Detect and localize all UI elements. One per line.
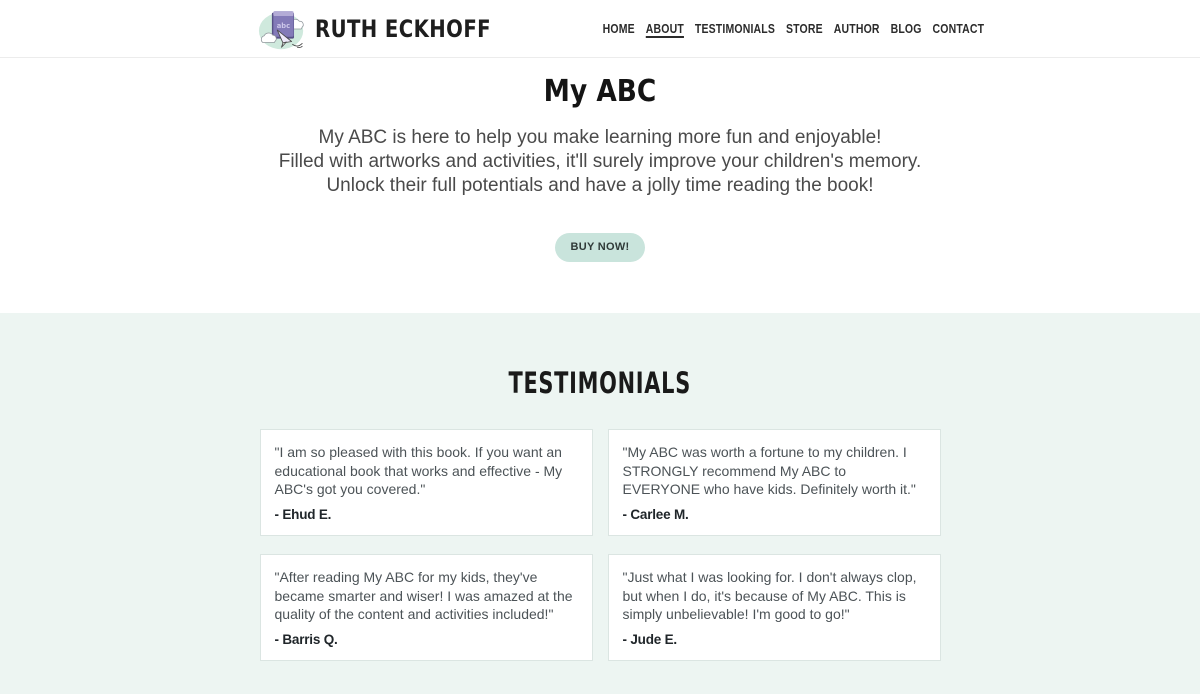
testimonial-quote: "After reading My ABC for my kids, they've became smarter and wiser! I was amazed at the quality of the content and activities included!" bbox=[274, 569, 573, 622]
header-container bbox=[257, 0, 984, 57]
testimonial-card bbox=[608, 429, 941, 536]
testimonial-author: - Jude E. bbox=[622, 631, 677, 647]
testimonial-author: - Barris Q. bbox=[274, 631, 338, 647]
site-header bbox=[0, 0, 1200, 58]
testimonial-card bbox=[608, 554, 941, 661]
testimonial-author: - Ehud E. bbox=[274, 506, 332, 522]
main-nav bbox=[602, 22, 984, 36]
brand-home-link[interactable] bbox=[257, 4, 530, 54]
nav-item-testimonials[interactable]: TESTIMONIALS bbox=[694, 21, 775, 36]
nav-item-blog[interactable]: BLOG bbox=[890, 21, 922, 36]
nav-item-author[interactable]: AUTHOR bbox=[833, 21, 880, 36]
testimonial-card bbox=[260, 554, 593, 661]
testimonials-grid bbox=[260, 429, 941, 661]
hero-line: Unlock their full potentials and have a jolly time reading the book! bbox=[326, 175, 874, 196]
svg-text:abc: abc bbox=[276, 21, 291, 30]
hero-description bbox=[0, 126, 1200, 198]
buy-now-button[interactable]: BUY NOW! bbox=[555, 233, 644, 262]
nav-item-store[interactable]: STORE bbox=[785, 21, 823, 36]
nav-item-about[interactable]: ABOUT bbox=[645, 21, 684, 36]
testimonial-author: - Carlee M. bbox=[622, 506, 689, 522]
testimonial-card bbox=[260, 429, 593, 536]
testimonial-quote: "My ABC was worth a fortune to my children. I STRONGLY recommend My ABC to EVERYONE who have kids. Definitely worth it." bbox=[622, 444, 916, 497]
nav-item-home[interactable]: HOME bbox=[602, 21, 635, 36]
hero-line: My ABC is here to help you make learning more fun and enjoyable! bbox=[318, 127, 882, 148]
hero-section bbox=[0, 58, 1200, 313]
testimonials-section bbox=[0, 313, 1200, 694]
brand-name: RUTH ECKHOFF bbox=[315, 14, 492, 43]
testimonials-title: TESTIMONIALS bbox=[508, 366, 692, 400]
page-title: My ABC bbox=[543, 74, 657, 109]
nav-item-contact[interactable]: CONTACT bbox=[932, 21, 984, 36]
testimonials-title-wrap bbox=[0, 367, 1200, 399]
testimonial-quote: "Just what I was looking for. I don't always clop, but when I do, it's because of My ABC. This is simply unbelievable! I'm good to go!" bbox=[622, 569, 917, 622]
book-clouds-paper-plane-logo-icon bbox=[257, 4, 307, 54]
testimonial-quote: "I am so pleased with this book. If you want an educational book that works and effective - My ABC's got you covered." bbox=[274, 444, 563, 497]
hero-line: Filled with artworks and activities, it'll surely improve your children's memory. bbox=[278, 151, 922, 172]
